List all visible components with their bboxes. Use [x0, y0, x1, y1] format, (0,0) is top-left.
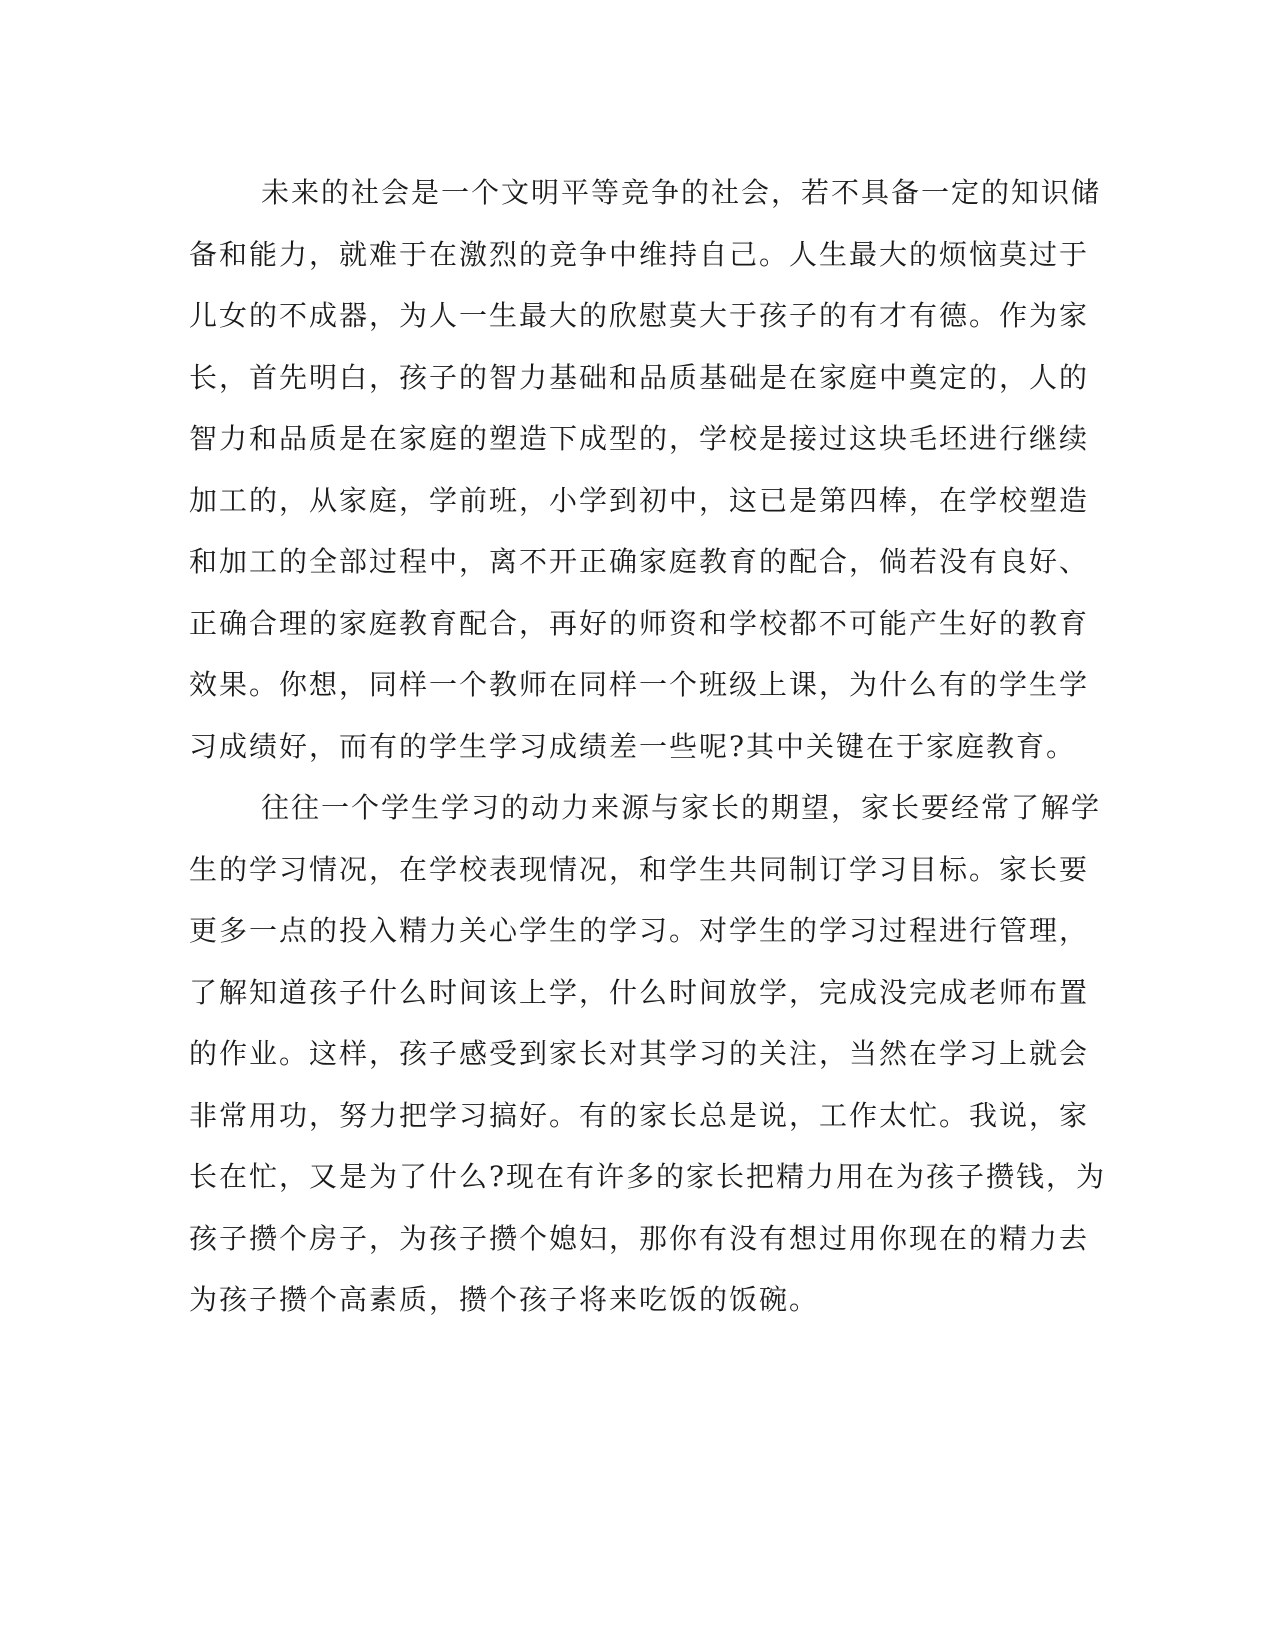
text-line: 的作业。这样，孩子感受到家长对其学习的关注，当然在学习上就会 — [189, 1037, 1090, 1070]
text-line: 加工的，从家庭，学前班，小学到初中，这已是第四棒，在学校塑造 — [189, 483, 1090, 517]
text-line: 正确合理的家庭教育配合，再好的师资和学校都不可能产生好的教育 — [189, 606, 1090, 640]
paragraph-1 — [189, 162, 1102, 777]
text-line: 为孩子攒个高素质，攒个孩子将来吃饭的饭碗。 — [189, 1283, 820, 1316]
text-line: 非常用功，努力把学习搞好。有的家长总是说，工作太忙。我说，家 — [189, 1098, 1090, 1132]
paragraph-2 — [189, 777, 1107, 1331]
text-line: 更多一点的投入精力关心学生的学习。对学生的学习过程进行管理， — [189, 914, 1090, 947]
text-line: 孩子攒个房子，为孩子攒个媳妇，那你有没有想过用你现在的精力去 — [189, 1221, 1090, 1255]
text-line: 习成绩好，而有的学生学习成绩差一些呢?其中关键在于家庭教育。 — [189, 729, 1077, 763]
text-line: 未来的社会是一个文明平等竞争的社会，若不具备一定的知识储 — [261, 176, 1102, 209]
text-line: 长在忙，又是为了什么?现在有许多的家长把精力用在为孩子攒钱，为 — [189, 1160, 1107, 1193]
text-line: 儿女的不成器，为人一生最大的欣慰莫大于孩子的有才有德。作为家 — [189, 299, 1090, 332]
text-line: 生的学习情况，在学校表现情况，和学生共同制订学习目标。家长要 — [189, 852, 1090, 886]
text-line: 和加工的全部过程中，离不开正确家庭教育的配合，倘若没有良好、 — [189, 545, 1090, 578]
text-line: 长，首先明白，孩子的智力基础和品质基础是在家庭中奠定的，人的 — [189, 360, 1090, 394]
text-line: 效果。你想，同样一个教师在同样一个班级上课，为什么有的学生学 — [189, 668, 1090, 701]
text-line: 了解知道孩子什么时间该上学，什么时间放学，完成没完成老师布置 — [189, 975, 1090, 1009]
text-line: 智力和品质是在家庭的塑造下成型的，学校是接过这块毛坯进行继续 — [189, 422, 1090, 455]
text-line: 往往一个学生学习的动力来源与家长的期望，家长要经常了解学 — [261, 791, 1102, 824]
document-body — [189, 162, 1107, 1331]
text-line: 备和能力，就难于在激烈的竞争中维持自己。人生最大的烦恼莫过于 — [189, 237, 1090, 271]
